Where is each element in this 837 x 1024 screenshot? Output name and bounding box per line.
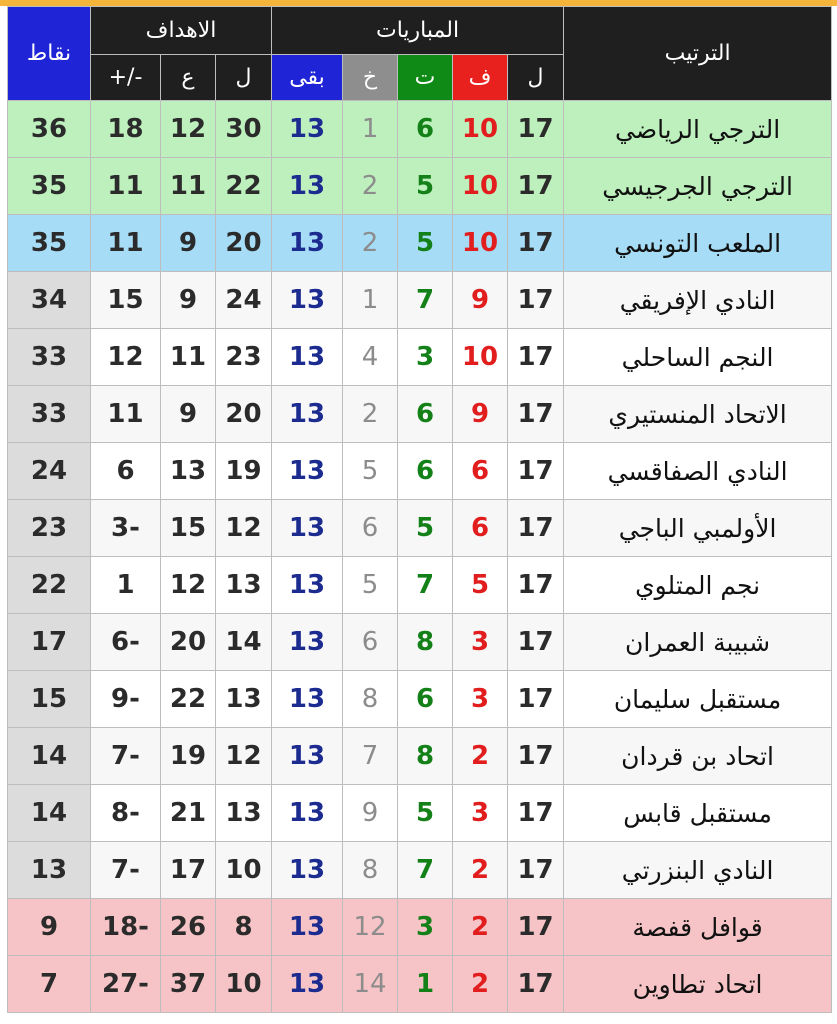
table-row[interactable] [8,101,832,158]
points-cell: 35 [8,215,91,272]
points-cell: 36 [8,101,91,158]
drawn-cell: 9 [453,386,508,443]
lost-cell: 2 [343,215,398,272]
goals-against-cell: 20 [161,614,216,671]
played-cell: 17 [508,557,564,614]
table-row[interactable] [8,500,832,557]
goals-against-cell: 17 [161,842,216,899]
lost-header[interactable]: خ [343,55,398,101]
remaining-cell: 13 [272,443,343,500]
won-cell: 6 [398,671,453,728]
table-row[interactable] [8,557,832,614]
drawn-cell: 10 [453,215,508,272]
lost-cell: 6 [343,500,398,557]
standings-table [7,6,832,1013]
goals-against-header[interactable]: ع [161,55,216,101]
won-header[interactable]: ت [398,55,453,101]
remaining-cell: 13 [272,158,343,215]
points-cell: 7 [8,956,91,1013]
team-name[interactable]: النادي الإفريقي [564,272,832,329]
lost-cell: 8 [343,671,398,728]
won-cell: 5 [398,500,453,557]
lost-cell: 1 [343,101,398,158]
drawn-cell: 6 [453,443,508,500]
goals-for-cell: 10 [216,842,272,899]
points-cell: 24 [8,443,91,500]
team-name[interactable]: مستقبل قابس [564,785,832,842]
won-cell: 6 [398,443,453,500]
lost-cell: 5 [343,443,398,500]
goal-diff-cell: 3- [91,500,161,557]
goals-for-cell: 23 [216,329,272,386]
goal-diff-cell: 1 [91,557,161,614]
goals-for-cell: 13 [216,557,272,614]
team-name[interactable]: الاتحاد المنستيري [564,386,832,443]
points-cell: 22 [8,557,91,614]
points-cell: 33 [8,386,91,443]
drawn-cell: 3 [453,785,508,842]
won-cell: 5 [398,215,453,272]
goals-for-cell: 30 [216,101,272,158]
drawn-cell: 10 [453,329,508,386]
lost-cell: 7 [343,728,398,785]
table-row[interactable] [8,842,832,899]
goals-against-cell: 12 [161,101,216,158]
won-cell: 5 [398,158,453,215]
goal-diff-cell: 27- [91,956,161,1013]
won-cell: 7 [398,557,453,614]
team-name[interactable]: قوافل قفصة [564,899,832,956]
played-cell: 17 [508,329,564,386]
goal-diff-cell: 11 [91,386,161,443]
drawn-cell: 2 [453,842,508,899]
won-cell: 8 [398,728,453,785]
goals-for-cell: 20 [216,215,272,272]
goals-for-cell: 22 [216,158,272,215]
goal-diff-cell: 6 [91,443,161,500]
points-cell: 14 [8,785,91,842]
table-row[interactable] [8,215,832,272]
remaining-cell: 13 [272,785,343,842]
played-cell: 17 [508,443,564,500]
goals-for-cell: 12 [216,500,272,557]
lost-cell: 2 [343,158,398,215]
remaining-cell: 13 [272,101,343,158]
remaining-cell: 13 [272,329,343,386]
table-row[interactable] [8,785,832,842]
played-cell: 17 [508,842,564,899]
drawn-cell: 5 [453,557,508,614]
team-name[interactable]: النجم الساحلي [564,329,832,386]
drawn-cell: 10 [453,158,508,215]
goals-against-cell: 11 [161,329,216,386]
won-cell: 8 [398,614,453,671]
lost-cell: 12 [343,899,398,956]
goal-diff-cell: 15 [91,272,161,329]
team-name[interactable]: شبيبة العمران [564,614,832,671]
remaining-cell: 13 [272,842,343,899]
team-name[interactable]: النادي البنزرتي [564,842,832,899]
goals-against-cell: 37 [161,956,216,1013]
won-cell: 3 [398,899,453,956]
drawn-cell: 6 [453,500,508,557]
team-name[interactable]: الترجي الجرجيسي [564,158,832,215]
table-row[interactable] [8,443,832,500]
remaining-cell: 13 [272,386,343,443]
goal-diff-cell: 12 [91,329,161,386]
played-cell: 17 [508,272,564,329]
team-name[interactable]: اتحاد بن قردان [564,728,832,785]
played-cell: 17 [508,956,564,1013]
goals-against-cell: 9 [161,272,216,329]
team-name[interactable]: النادي الصفاقسي [564,443,832,500]
goal-diff-cell: 9- [91,671,161,728]
goals-for-cell: 13 [216,671,272,728]
goal-diff-cell: 7- [91,728,161,785]
drawn-cell: 2 [453,899,508,956]
played-cell: 17 [508,728,564,785]
goal-diff-cell: 8- [91,785,161,842]
remaining-cell: 13 [272,557,343,614]
goals-against-cell: 26 [161,899,216,956]
team-name[interactable]: اتحاد تطاوين [564,956,832,1013]
drawn-cell: 9 [453,272,508,329]
lost-cell: 4 [343,329,398,386]
remaining-cell: 13 [272,956,343,1013]
points-cell: 15 [8,671,91,728]
lost-cell: 9 [343,785,398,842]
played-header[interactable]: ل [508,55,564,101]
lost-cell: 6 [343,614,398,671]
lost-cell: 14 [343,956,398,1013]
points-cell: 13 [8,842,91,899]
goals-against-cell: 12 [161,557,216,614]
played-cell: 17 [508,785,564,842]
played-cell: 17 [508,386,564,443]
goals-for-cell: 8 [216,899,272,956]
team-name[interactable]: نجم المتلوي [564,557,832,614]
won-cell: 5 [398,785,453,842]
drawn-cell: 3 [453,671,508,728]
points-header[interactable]: نقاط [8,7,91,101]
goals-against-cell: 11 [161,158,216,215]
team-name[interactable]: الأولمبي الباجي [564,500,832,557]
goals-for-cell: 10 [216,956,272,1013]
goal-diff-cell: 11 [91,215,161,272]
points-cell: 35 [8,158,91,215]
remaining-cell: 13 [272,215,343,272]
goals-for-cell: 14 [216,614,272,671]
matches-group-header: المباريات [272,7,564,55]
table-row[interactable] [8,386,832,443]
table-row[interactable] [8,956,832,1013]
goals-against-cell: 9 [161,215,216,272]
goal-diff-cell: 7- [91,842,161,899]
goals-for-cell: 12 [216,728,272,785]
table-row[interactable] [8,158,832,215]
remaining-cell: 13 [272,671,343,728]
goal-diff-header[interactable]: +/- [91,55,161,101]
goals-against-cell: 15 [161,500,216,557]
goals-against-cell: 21 [161,785,216,842]
goals-against-cell: 9 [161,386,216,443]
drawn-cell: 2 [453,956,508,1013]
goals-for-cell: 20 [216,386,272,443]
remaining-cell: 13 [272,728,343,785]
won-cell: 6 [398,101,453,158]
remaining-cell: 13 [272,272,343,329]
goals-for-cell: 24 [216,272,272,329]
table-row[interactable] [8,671,832,728]
ranking-header[interactable]: الترتيب [564,7,832,101]
remaining-header[interactable]: بقى [272,55,343,101]
drawn-header[interactable]: ف [453,55,508,101]
won-cell: 7 [398,272,453,329]
goals-for-header[interactable]: ل [216,55,272,101]
played-cell: 17 [508,500,564,557]
drawn-cell: 3 [453,614,508,671]
goal-diff-cell: 6- [91,614,161,671]
played-cell: 17 [508,671,564,728]
team-name[interactable]: الترجي الرياضي [564,101,832,158]
team-name[interactable]: الملعب التونسي [564,215,832,272]
points-cell: 33 [8,329,91,386]
lost-cell: 5 [343,557,398,614]
played-cell: 17 [508,101,564,158]
points-cell: 17 [8,614,91,671]
goal-diff-cell: 18- [91,899,161,956]
goals-against-cell: 13 [161,443,216,500]
team-name[interactable]: مستقبل سليمان [564,671,832,728]
goal-diff-cell: 11 [91,158,161,215]
drawn-cell: 10 [453,101,508,158]
table-row[interactable] [8,329,832,386]
table-row[interactable] [8,614,832,671]
points-cell: 34 [8,272,91,329]
won-cell: 1 [398,956,453,1013]
goal-diff-cell: 18 [91,101,161,158]
goals-group-header: الاهداف [91,7,272,55]
table-row[interactable] [8,728,832,785]
played-cell: 17 [508,899,564,956]
played-cell: 17 [508,614,564,671]
table-row[interactable] [8,272,832,329]
lost-cell: 1 [343,272,398,329]
goals-for-cell: 13 [216,785,272,842]
remaining-cell: 13 [272,500,343,557]
won-cell: 7 [398,842,453,899]
lost-cell: 2 [343,386,398,443]
played-cell: 17 [508,158,564,215]
remaining-cell: 13 [272,614,343,671]
goals-against-cell: 19 [161,728,216,785]
won-cell: 3 [398,329,453,386]
drawn-cell: 2 [453,728,508,785]
table-row[interactable] [8,899,832,956]
points-cell: 14 [8,728,91,785]
won-cell: 6 [398,386,453,443]
goals-for-cell: 19 [216,443,272,500]
played-cell: 17 [508,215,564,272]
points-cell: 9 [8,899,91,956]
goals-against-cell: 22 [161,671,216,728]
points-cell: 23 [8,500,91,557]
lost-cell: 8 [343,842,398,899]
remaining-cell: 13 [272,899,343,956]
